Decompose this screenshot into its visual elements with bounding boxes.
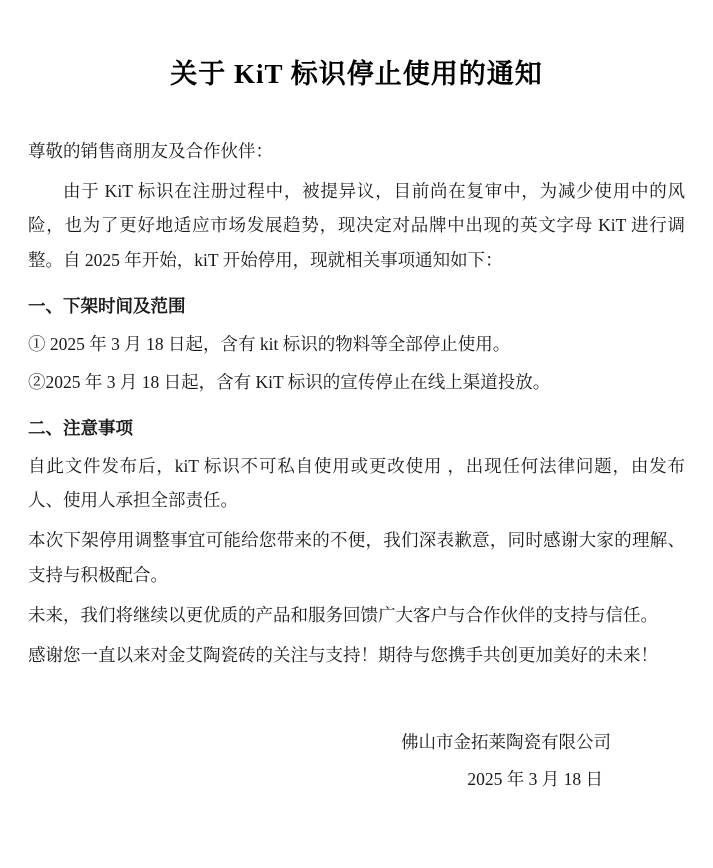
section-heading-2: 二、注意事项	[28, 418, 133, 438]
intro-paragraph: 由于 KiT 标识在注册过程中，被提异议，目前尚在复审中，为减少使用中的风险，也为了更好地适应市场发展趋势，现决定对品牌中出现的英文字母 KiT 进行调整。自 2025 年开始，kiT 开始停用，现就相关事项通知如下：	[28, 181, 685, 270]
page-title: 关于 KiT 标识停止使用的通知	[170, 59, 543, 89]
list-item: ②2025 年 3 月 18 日起，含有 KiT 标识的宣传停止在线上渠道投放。	[28, 371, 551, 392]
list-item: ① 2025 年 3 月 18 日起，含有 kit 标识的物料等全部停止使用。	[28, 333, 511, 354]
signature-date: 2025 年 3 月 18 日	[467, 768, 603, 789]
section-heading-1: 一、下架时间及范围	[28, 295, 186, 316]
notice-paragraph: 本次下架停用调整事宜可能给您带来的不便，我们深表歉意，同时感谢大家的理解、支持与积极配合。	[28, 530, 685, 585]
notice-paragraph: 感谢您一直以来对金艾陶瓷砖的关注与支持！期待与您携手共创更加美好的未来！	[28, 644, 658, 665]
signature-company: 佛山市金拓莱陶瓷有限公司	[401, 731, 611, 752]
salutation: 尊敬的销售商朋友及合作伙伴：	[28, 141, 273, 161]
notice-paragraph: 未来，我们将继续以更优质的产品和服务回馈广大客户与合作伙伴的支持与信任。	[28, 604, 658, 625]
signature-block	[28, 724, 685, 798]
notice-paragraph: 自此文件发布后，kiT 标识不可私自使用或更改使用 ，出现任何法律问题，由发布人、使用人承担全部责任。	[28, 456, 685, 511]
